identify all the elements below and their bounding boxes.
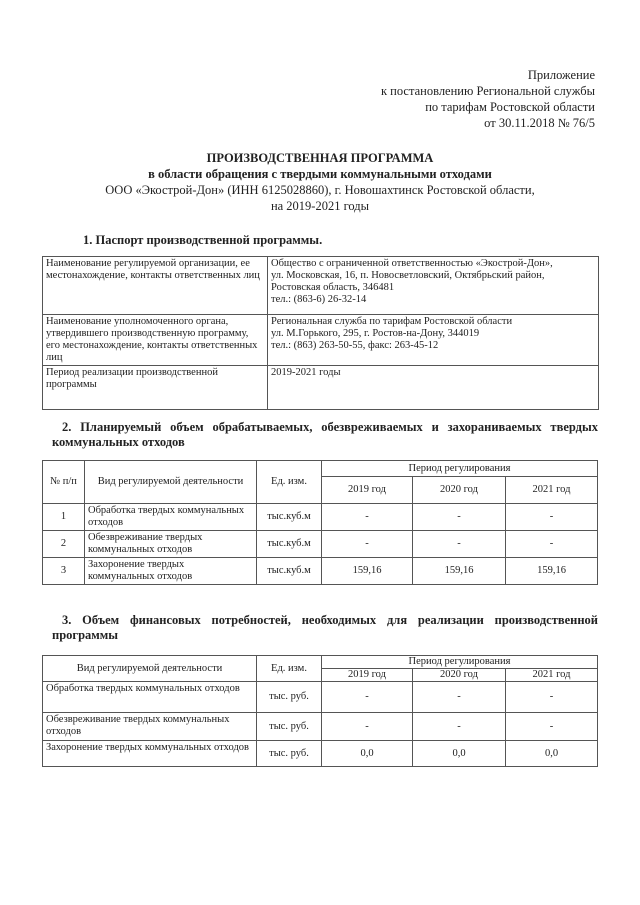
- row-value: 0,0: [413, 741, 506, 767]
- value-line: Региональная служба по тарифам Ростовской области: [271, 316, 513, 327]
- row-value: -: [413, 682, 506, 713]
- document-title: [0, 150, 640, 214]
- appendix-header: [381, 67, 595, 131]
- row-num: 3: [43, 558, 85, 585]
- header-unit: Ед. изм.: [257, 461, 322, 504]
- row-value: -: [506, 713, 598, 741]
- value-line: ул. Московская, 16, п. Новосветловский, Октябрьский район,: [271, 270, 545, 281]
- value-line: Ростовская область, 346481: [271, 282, 395, 293]
- row-activity: Обработка твердых коммунальных отходов: [43, 682, 257, 713]
- row-value: [268, 315, 599, 366]
- finance-table: [42, 655, 598, 767]
- table-row: [43, 682, 598, 713]
- row-value: -: [506, 682, 598, 713]
- row-num: 1: [43, 504, 85, 531]
- row-value: 159,16: [322, 558, 413, 585]
- table-row: [43, 558, 598, 585]
- section3-heading: 3. Объем финансовых потребностей, необходимых для реализации производственной программы: [52, 613, 598, 642]
- row-value: 159,16: [413, 558, 506, 585]
- header-line: Приложение: [527, 68, 595, 82]
- header-activity: Вид регулируемой деятельности: [85, 461, 257, 504]
- header-year: 2019 год: [322, 669, 413, 682]
- row-num: 2: [43, 531, 85, 558]
- header-period: Период регулирования: [322, 461, 598, 477]
- header-year: 2019 год: [322, 477, 413, 504]
- value-line: тел.: (863) 263-50-55, факс: 263-45-12: [271, 340, 439, 351]
- passport-table: [42, 256, 599, 410]
- row-unit: тыс.куб.м: [257, 558, 322, 585]
- title-line: ПРОИЗВОДСТВЕННАЯ ПРОГРАММА: [206, 151, 434, 165]
- table-row: [43, 741, 598, 767]
- section1-heading: 1. Паспорт производственной программы.: [83, 233, 323, 247]
- row-value: -: [322, 531, 413, 558]
- row-value: 159,16: [506, 558, 598, 585]
- row-label: Наименование уполномоченного органа, утвердившего производственную программу, его местонахождение, контакты ответственных лиц: [43, 315, 268, 366]
- title-line: на 2019-2021 годы: [270, 199, 370, 213]
- row-value: [268, 257, 599, 315]
- row-activity: Обработка твердых коммунальных отходов: [85, 504, 257, 531]
- header-year: 2020 год: [413, 669, 506, 682]
- row-unit: тыс.куб.м: [257, 504, 322, 531]
- row-value: -: [506, 531, 598, 558]
- row-value: -: [322, 504, 413, 531]
- row-value: -: [413, 504, 506, 531]
- header-line: от 30.11.2018 № 76/5: [484, 116, 595, 130]
- volume-table: [42, 460, 598, 585]
- row-value: -: [413, 531, 506, 558]
- header-num: № п/п: [43, 461, 85, 504]
- row-label: Период реализации производственной программы: [43, 366, 268, 410]
- row-value: -: [413, 713, 506, 741]
- table-row: [43, 257, 599, 315]
- value-line: тел.: (863-6) 26-32-14: [271, 294, 367, 305]
- row-value: -: [506, 504, 598, 531]
- table-row: [43, 713, 598, 741]
- title-line: ООО «Экострой-Дон» (ИНН 6125028860), г. Новошахтинск Ростовской области,: [105, 183, 535, 197]
- header-unit: Ед. изм.: [257, 656, 322, 682]
- row-value: [268, 366, 599, 410]
- header-year: 2021 год: [506, 477, 598, 504]
- header-period: Период регулирования: [322, 656, 598, 669]
- row-activity: Обезвреживание твердых коммунальных отходов: [85, 531, 257, 558]
- value-line: ул. М.Горького, 295, г. Ростов-на-Дону, 344019: [271, 328, 480, 339]
- header-line: по тарифам Ростовской области: [425, 100, 595, 114]
- section2-heading: 2. Планируемый объем обрабатываемых, обезвреживаемых и захораниваемых твердых коммунальных отходов: [52, 420, 598, 449]
- value-line: 2019-2021 годы: [271, 367, 341, 378]
- row-value: 0,0: [506, 741, 598, 767]
- header-activity: Вид регулируемой деятельности: [43, 656, 257, 682]
- table-row: [43, 531, 598, 558]
- row-value: -: [322, 682, 413, 713]
- header-line: к постановлению Региональной службы: [380, 84, 595, 98]
- row-unit: тыс. руб.: [257, 741, 322, 767]
- header-year: 2020 год: [413, 477, 506, 504]
- title-line: в области обращения с твердыми коммунальными отходами: [148, 167, 492, 181]
- row-unit: тыс. руб.: [257, 682, 322, 713]
- row-unit: тыс.куб.м: [257, 531, 322, 558]
- row-unit: тыс. руб.: [257, 713, 322, 741]
- row-value: 0,0: [322, 741, 413, 767]
- row-activity: Обезвреживание твердых коммунальных отходов: [43, 713, 257, 741]
- row-value: -: [322, 713, 413, 741]
- row-activity: Захоронение твердых коммунальных отходов: [85, 558, 257, 585]
- table-row: [43, 366, 599, 410]
- table-row: [43, 504, 598, 531]
- table-row: [43, 315, 599, 366]
- header-year: 2021 год: [506, 669, 598, 682]
- value-line: Общество с ограниченной ответственностью «Экострой-Дон»,: [271, 258, 553, 269]
- row-label: Наименование регулируемой организации, ее местонахождение, контакты ответственных лиц: [43, 257, 268, 315]
- row-activity: Захоронение твердых коммунальных отходов: [43, 741, 257, 767]
